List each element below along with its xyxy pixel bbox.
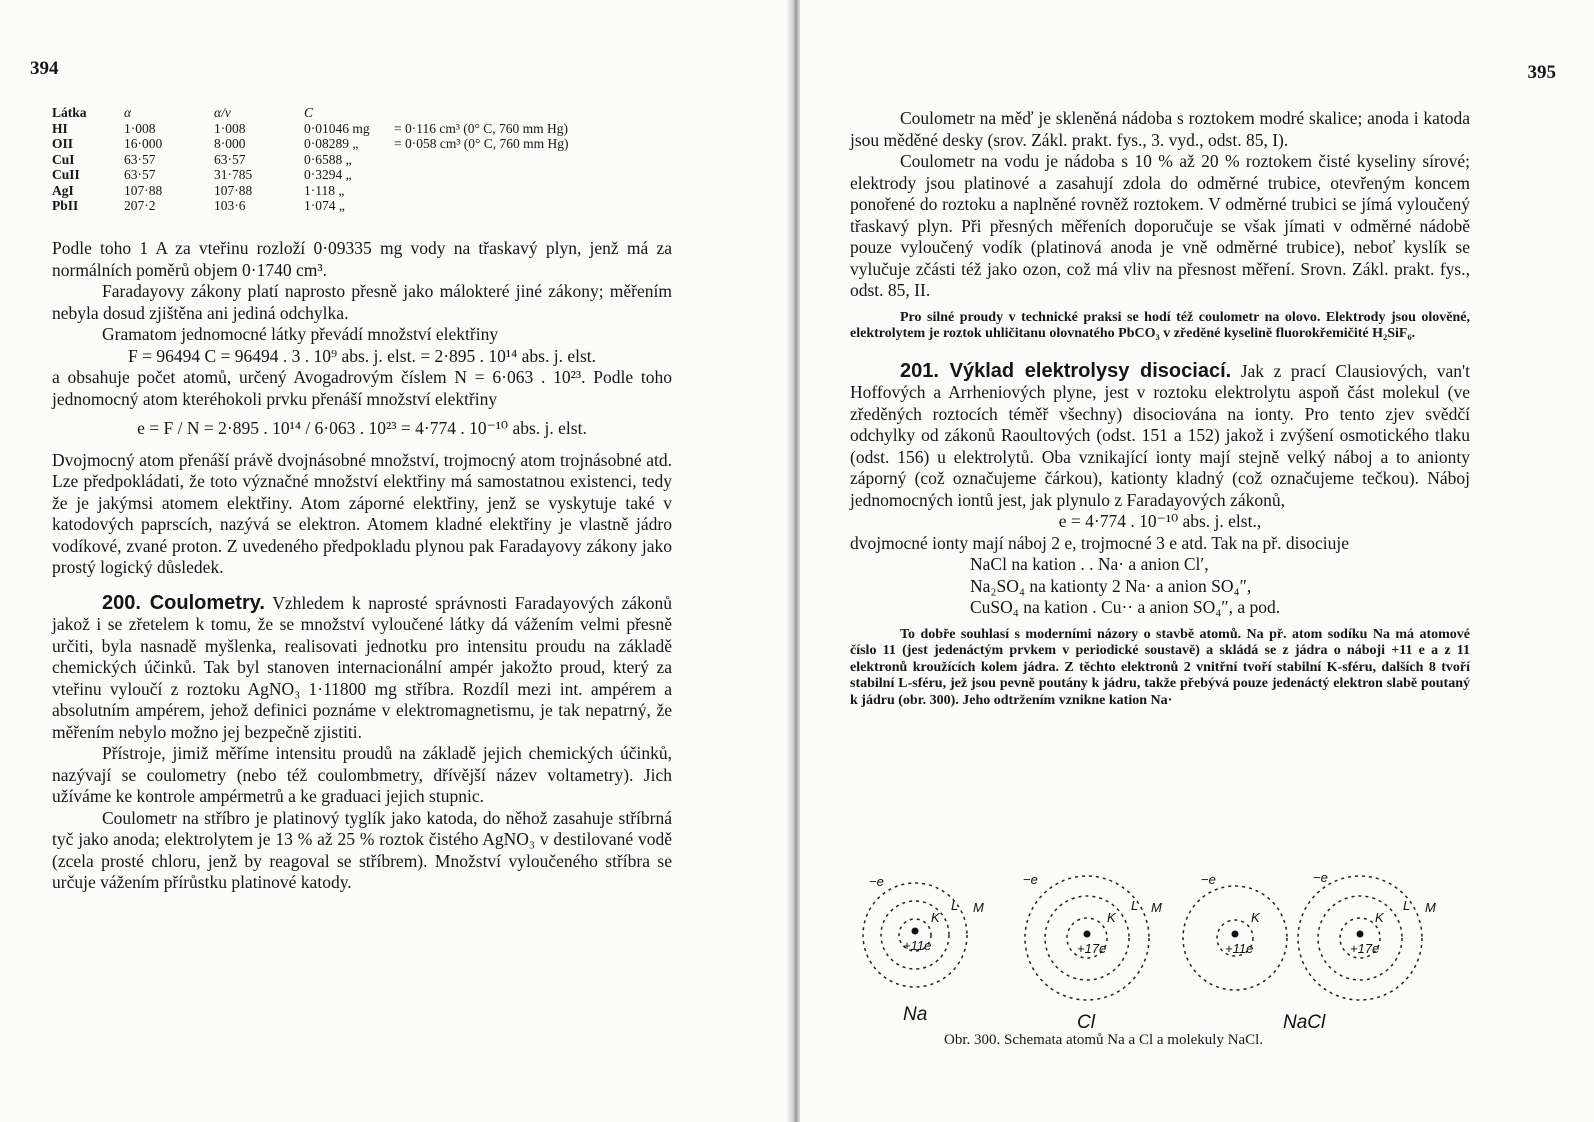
dissociation-line: NaCl na kation . . Na· a anion Cl′, (970, 554, 1209, 574)
table-row (52, 183, 644, 199)
table-cell: 1·074 „ (304, 198, 345, 213)
table-cell: 63·57 (124, 151, 156, 167)
table-cell: = 0·116 cm³ (0° C, 760 mm Hg) (394, 120, 569, 136)
equation-faraday: F = 96494 C = 96494 . 3 . 10⁹ abs. j. elst. = 2·895 . 10¹⁴ abs. j. elst. (127, 345, 597, 366)
na-l-label: L (951, 898, 959, 913)
table-cell: 207·2 (124, 198, 156, 213)
figure-caption: Obr. 300. Schemata atomů Na a Cl a molekuly NaCl. (944, 1032, 1264, 1048)
table-cell: 63·57 (124, 167, 156, 182)
table-cell (394, 167, 644, 183)
paragraph: Faradayovy zákony platí naprosto přesně jako málokteré jiné zákony; měřením nebyla dosud zjištěna ani jediná odchylka. (52, 281, 672, 323)
cl-k-label: K (1107, 910, 1116, 925)
table-cell: CuI (52, 151, 75, 167)
nacl-cl-m-label: M (1425, 900, 1436, 915)
na-m-label: M (973, 900, 984, 915)
table-cell: 0·01046 mg (304, 120, 370, 136)
table-cell: 0·3294 „ (304, 167, 352, 182)
table-cell: 103·6 (214, 198, 246, 213)
table-cell: 8·000 (214, 136, 246, 151)
table-cell: 16·000 (124, 136, 163, 151)
table-cell: 1·008 (214, 120, 246, 136)
section-201 (850, 361, 1470, 512)
footnote-lead: Pro silné proudy v technické praksi se hodí též coulometr na olovo. Elektrody jsou olověné, elektrolytem je roztok uhličitanu olovnatého PbCO₃ v zředěné kyselině fluorokřemičité H₂SiF₆. (850, 309, 1470, 341)
paragraph: Přístroje, jimiž měříme intensitu proudů na základě jejich chemických účinků, nazývají se coulometry (nebo též coulombmetry, dřívější název voltametry). Jich užíváme ke kontrole ampérmetrů a ke graduaci jejich stupnic. (52, 743, 672, 806)
table-row (52, 152, 644, 168)
dissociation-line: Na₂SO₄ na kationty 2 Na· a anion SO₄″, (970, 575, 1252, 596)
section-text: Jak z prací Clausiových, van't Hoffových a Arrheniových plyne, jest v roztoku elektrolytu aspoň část molekul (ve zředěných roztocích téměř všechny) disociována na ionty. Pro tento zjev svědčí odchylky od zákonů Raoultových (odst. 151 a 152) jakož i zvýšení osmotického tlaku (odst. 156) u elektrolytů. Oba vznikající ionty mají stejně velký náboj a to anionty záporný (což označujeme čárkou), kationty kladný (což označujeme tečkou). Náboj jednomocných iontů jest, jak plynulo z Faradayových zákonů, (850, 360, 1471, 510)
paragraph: Podle toho 1 A za vteřinu rozloží 0·09335 mg vody na třaskavý plyn, jenž má za normálních poměrů objem 0·1740 cm³. (52, 238, 672, 280)
cl-shell-m (1025, 876, 1149, 1000)
footnote-atoms: To dobře souhlasí s moderními názory o stavbě atomů. Na př. atom sodíku Na má atomové číslo 11 (jest jedenáctým prvkem v periodické soustavě) a skládá se z jádra o náboji +11 e a z 11 elektronů kroužících kolem jádra. Z těchto elektronů 2 vnitřní tvoří stabilní K-sféru, dalších 8 tvoří stabilní L-sféru, jež jsou pevně poutány k jádru, takže přebývá pouze jedenáctý elektron slabě poutaný k jádru (obr. 300). Jeho odtržením vznikne kation Na· (850, 626, 1470, 708)
equation-elementary-charge: e = F / N = 2·895 . 10¹⁴ / 6·063 . 10²³ = 4·774 . 10⁻¹⁰ abs. j. elst. (137, 418, 587, 438)
table-cell: 31·785 (214, 167, 253, 182)
nacl-na-nucleus (1232, 931, 1239, 938)
table-cell: PbII (52, 198, 79, 213)
left-page (0, 0, 790, 1122)
paragraph: Gramatom jednomocné látky převádí množství elektřiny (102, 324, 499, 344)
nacl-cl-l-label: L (1403, 898, 1411, 913)
table-row (52, 167, 644, 183)
section-title: 200. Coulometry. (102, 591, 265, 614)
section-title: 201. Výklad elektrolysy disociací. (900, 359, 1232, 382)
section-text: Vzhledem k naprosté správnosti Faradayových zákonů jakož i se zřetelem k tomu, že se množství vyloučené látky dá vážením velmi přesně určiti, byla nasnadě myšlenka, realisovati jednotku pro intensitu proudu na základě chemických účinků. Tak byl stanoven internacionální ampér jakožto proud, který za vteřinu vyloučí z roztoku AgNO₃ 1·11800 mg stříbra. Rozdíl mezi int. ampérem a absolutním ampérem, jehož definici poznáme v elektromagnetismu, je tak nepatrný, že měřením nebylo možno jej bezpečně zjistiti. (52, 592, 672, 742)
table-cell: CuII (52, 167, 80, 182)
figure-label-cl: Cl (1077, 1012, 1095, 1033)
nacl-na-nucleus-label: +11e (1225, 941, 1254, 956)
table-row (52, 198, 644, 214)
na-k-label: K (931, 910, 940, 925)
cl-shell-l (1045, 896, 1129, 980)
paragraph: Coulometr na měď je skleněná nádoba s roztokem modré skalice; anoda i katoda jsou měděné desky (srov. Zákl. prakt. fys., 3. vyd., odst. 85, I). (850, 108, 1470, 150)
table-header (52, 105, 644, 121)
table-row (52, 121, 644, 137)
equation-ion-charge: e = 4·774 . 10⁻¹⁰ abs. j. elst., (1058, 511, 1262, 531)
atom-schema-figure (855, 870, 1495, 1050)
table-cell: 107·88 (124, 182, 163, 198)
nacl-cl-k-label: K (1375, 910, 1384, 925)
electron-label: −e (1023, 872, 1038, 887)
cl-nucleus (1084, 931, 1091, 938)
dissociation-line: CuSO₄ na kation . Cu·· a anion SO₄″, a pod. (970, 597, 1281, 617)
table-cell: 1·008 (124, 120, 156, 136)
nacl-cl-shell-m (1298, 876, 1422, 1000)
nacl-cl-nucleus-label: +17e (1350, 941, 1380, 956)
cl-m-label: M (1151, 900, 1162, 915)
electron-label: −e (1313, 870, 1328, 885)
page-number-left: 394 (30, 58, 59, 79)
table-cell: 0·6588 „ (304, 151, 352, 167)
nacl-cl-nucleus (1357, 931, 1364, 938)
equivalents-table (52, 105, 644, 214)
table-header-cell: α (124, 105, 132, 120)
table-header-cell (394, 105, 644, 121)
paragraph: Dvojmocný atom přenáší právě dvojnásobné množství, trojmocný atom trojnásobné atd. Lze předpokládati, že toto význačné množství elektřiny má samostatnou existenci, tedy že je jakýmsi atomem elektřiny. Atom záporné elektřiny, jenž se vyskytuje také v katodových paprscích, nazývá se elektron. Atomem kladné elektřiny je vlastně jádro vodíkové, zvané proton. Z uvedeného předpokladu plynou pak Faradayovy zákony jako prostý logický důsledek. (52, 449, 672, 577)
table-cell: 1·118 „ (304, 182, 345, 198)
electron-label: −e (869, 874, 884, 889)
figure-label-na: Na (903, 1004, 928, 1025)
section-200 (52, 593, 672, 744)
electron-label: −e (1201, 872, 1216, 887)
na-nucleus-label: +11e (903, 938, 932, 953)
table-header-cell: C (304, 105, 314, 120)
table-cell: HI (52, 120, 68, 136)
paragraph: Coulometr na vodu je nádoba s 10 % až 20 % roztokem čisté kyseliny sírové; elektrody jsou platinové a zasahují zdola do odměrné trubice, otevřeným koncem ponořené do roztoku a naplněné rovněž roztokem. V odměrné trubici se jímá vyloučený třaskavý plyn. Při přesných měřeních doporučuje se však jímati v odměrné nádobě pouze vyloučený vodík (platinová anoda je vně odměrné trubice), neboť kyslík se vylučuje zčásti též jako ozon, což má vliv na přesnost měření. Srovn. Zákl. prakt. fys., odst. 85, II. (850, 151, 1470, 300)
table-header-cell: α/v (214, 105, 231, 120)
table-row (52, 136, 644, 152)
paragraph: dvojmocné ionty mají náboj 2 e, trojmocné 3 e atd. Tak na př. disociuje (850, 532, 1350, 553)
table-cell: = 0·058 cm³ (0° C, 760 mm Hg) (394, 136, 569, 151)
nacl-k-label: K (1251, 910, 1260, 925)
left-text-block-1 (52, 238, 672, 894)
paragraph: Coulometr na stříbro je platinový tyglík jako katoda, do něhož zasahuje stříbrná tyč jako anoda; elektrolytem je 13 % až 25 % roztok čistého AgNO₃ v destilované vodě (zcela prosté chloru, jenž by reagoval se stříbrem). Množství vyloučeného stříbra se určuje vážením přírůstku platinové katody. (52, 807, 672, 892)
paragraph: a obsahuje počet atomů, určený Avogadrovým číslem N = 6·063 . 10²³. Podle toho jednomocný atom kteréhokoli prvku přenáší množství elektřiny (52, 367, 672, 409)
cl-l-label: L (1131, 898, 1139, 913)
na-nucleus (912, 928, 919, 935)
nacl-na-shell-l (1183, 886, 1287, 990)
table-header-cell: Látka (52, 105, 87, 120)
table-cell: 63·57 (214, 151, 246, 167)
nacl-cl-shell-l (1318, 896, 1402, 980)
table-cell: 0·08289 „ (304, 136, 359, 151)
cl-nucleus-label: +17e (1077, 941, 1107, 956)
table-cell: AgI (52, 182, 74, 198)
table-cell (394, 198, 644, 214)
right-text-block (850, 108, 1470, 709)
table-cell: 107·88 (214, 182, 253, 198)
page-number-right: 395 (1527, 62, 1556, 83)
table-cell (394, 183, 644, 199)
table-cell: OII (52, 136, 74, 151)
figure-label-nacl: NaCl (1283, 1012, 1326, 1033)
table-cell (394, 152, 644, 168)
